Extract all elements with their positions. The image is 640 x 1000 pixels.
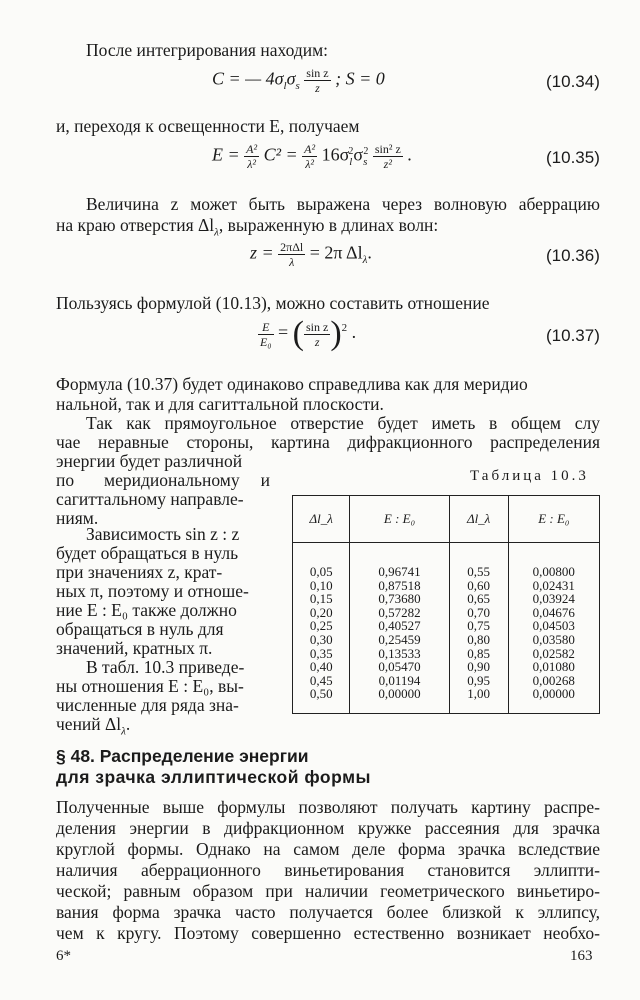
- text-line: вания форма зрачка часто получается более близкой к эллипсу,: [56, 902, 600, 922]
- text-line: После интегрирования находим:: [86, 40, 329, 60]
- table-cell: 0,73680: [350, 592, 449, 606]
- table-cell: 0,70: [449, 606, 508, 620]
- text-line: при значениях z, крат-: [56, 562, 223, 582]
- table-cell: 0,15: [293, 592, 350, 606]
- page-number: 163: [570, 948, 593, 964]
- text-line: и, переходя к освещенности E, получаем: [56, 116, 360, 136]
- table-cell: 0,13533: [350, 647, 449, 661]
- table-cell: 0,45: [293, 674, 350, 688]
- table-header: Δl_λ: [293, 496, 350, 543]
- table-cell: 0,55: [449, 543, 508, 579]
- text-line: нальной, так и для сагиттальной плоскости.: [56, 394, 384, 414]
- text-line: Формула (10.37) будет одинаково справедлива как для меридио: [56, 374, 528, 394]
- table-cell: 0,96741: [350, 543, 449, 579]
- table-row: [293, 660, 600, 674]
- table-header: E : E₀: [350, 496, 449, 543]
- text-line: численные для ряда зна-: [56, 695, 239, 715]
- table-cell: 0,80: [449, 633, 508, 647]
- text-line: обращаться в нуль для: [56, 619, 224, 639]
- text-line: будет обращаться в нуль: [56, 543, 239, 563]
- table-cell: 0,25: [293, 619, 350, 633]
- table-cell: 1,00: [449, 687, 508, 713]
- table-cell: 0,01194: [350, 674, 449, 688]
- text-line: деления энергии в дифракционном кружке рассеяния для зрачка: [56, 818, 600, 838]
- text-line: энергии будет различной: [56, 451, 243, 471]
- table-cell: 0,90: [449, 660, 508, 674]
- table-header: Δl_λ: [449, 496, 508, 543]
- table-cell: 0,60: [449, 579, 508, 593]
- equation-number: (10.34): [546, 72, 600, 91]
- equation-10-37: $\frac{E}{\text{E₀}}$ = ( $\frac{\text{sin z}}{z}$ )$^2$ .: [260, 315, 357, 352]
- text-line: ниям.: [56, 508, 99, 528]
- table-cell: 0,03580: [508, 633, 599, 647]
- table-cell: 0,85: [449, 647, 508, 661]
- table-row: [293, 592, 600, 606]
- text-line: сагиттальному направле-: [56, 489, 244, 509]
- text-line: ны отношения E : E₀, вы-: [56, 676, 244, 696]
- table-row: [293, 543, 600, 579]
- section-title: § 48. Распределение энергии: [56, 746, 309, 766]
- table-cell: 0,02582: [508, 647, 599, 661]
- text-line: Так как прямоугольное отверстие будет иметь в общем слу: [86, 413, 600, 433]
- table-row: [293, 606, 600, 620]
- equation-number: (10.35): [546, 148, 600, 167]
- table-cell: 0,75: [449, 619, 508, 633]
- table-header-row: [293, 496, 600, 543]
- table-row: [293, 633, 600, 647]
- table-cell: 0,25459: [350, 633, 449, 647]
- table-row: [293, 687, 600, 713]
- table-cell: 0,02431: [508, 579, 599, 593]
- equation-number: (10.36): [546, 246, 600, 265]
- table-cell: 0,95: [449, 674, 508, 688]
- text-line: ных π, поэтому и отноше-: [56, 581, 249, 601]
- table-cell: 0,10: [293, 579, 350, 593]
- table-row: [293, 647, 600, 661]
- table-cell: 0,87518: [350, 579, 449, 593]
- table-row: [293, 674, 600, 688]
- table-header: E : E₀: [508, 496, 599, 543]
- table-cell: 0,01080: [508, 660, 599, 674]
- table-cell: 0,57282: [350, 606, 449, 620]
- table-cell: 0,04503: [508, 619, 599, 633]
- text-line: В табл. 10.3 приведе-: [86, 657, 245, 677]
- signature-mark: 6*: [56, 948, 71, 964]
- table-cell: 0,05470: [350, 660, 449, 674]
- table-cell: 0,40: [293, 660, 350, 674]
- table-cell: 0,35: [293, 647, 350, 661]
- text-line: Полученные выше формулы позволяют получать картину распре-: [56, 797, 600, 817]
- table-cell: 0,00000: [350, 687, 449, 713]
- text-line: Зависимость sin z : z: [86, 524, 240, 544]
- section-title: для зрачка эллиптической формы: [56, 767, 371, 787]
- table-cell: 0,05: [293, 543, 350, 579]
- data-table: [292, 495, 600, 714]
- text-line: наличия аберрационного виньетирования становится эллипти-: [56, 860, 600, 880]
- equation-10-35: E = $\frac{\text{A²}}{\text{λ²}}$ C² = $\frac{\text{A²}}{\text{λ²}}$ $16\sigma_l^2\sigma_s^2$ $\frac{\text{sin² z}}{\text{z²}}$ .: [212, 142, 412, 171]
- table-caption: Таблица 10.3: [470, 468, 589, 484]
- table-cell: 0,65: [449, 592, 508, 606]
- text-line: значений, кратных π.: [56, 638, 213, 658]
- equation-number: (10.37): [546, 326, 600, 345]
- text-line: на краю отверстия $\Delta l_\lambda$, выраженную в длинах волн:: [56, 215, 439, 239]
- text-line: круглой формы. Однако на самом деле форма зрачка вследствие: [56, 839, 600, 859]
- table-cell: 0,03924: [508, 592, 599, 606]
- text-line: чений $\Delta l_\lambda$.: [56, 714, 131, 738]
- table-row: [293, 579, 600, 593]
- table-cell: 0,20: [293, 606, 350, 620]
- equation-10-34: C = — $4\sigma_l\sigma_s$ $\frac{\text{sin z}}{z}$ ; S = 0: [212, 66, 385, 95]
- text-line: Пользуясь формулой (10.13), можно составить отношение: [56, 293, 490, 313]
- table-cell: 0,30: [293, 633, 350, 647]
- text-line: Величина z может быть выражена через волновую аберрацию: [86, 194, 600, 214]
- equation-10-36: z = $\frac{\text{2πΔl}}{\lambda}$ = 2π $\Delta l_\lambda$.: [250, 240, 372, 269]
- text-line: ческой; равным образом при наличии геометрического виньетиро-: [56, 881, 600, 901]
- table-cell: 0,00800: [508, 543, 599, 579]
- table-cell: 0,00268: [508, 674, 599, 688]
- table-cell: 0,00000: [508, 687, 599, 713]
- table-cell: 0,50: [293, 687, 350, 713]
- table-row: [293, 619, 600, 633]
- text-line: чае неравные стороны, картина дифракционного распределения: [56, 432, 600, 452]
- text-line: чем к кругу. Поэтому совершенно естественно возникает необхо-: [56, 923, 600, 943]
- text-line: ние E : E₀ также должно: [56, 600, 237, 620]
- table-cell: 0,40527: [350, 619, 449, 633]
- table-cell: 0,04676: [508, 606, 599, 620]
